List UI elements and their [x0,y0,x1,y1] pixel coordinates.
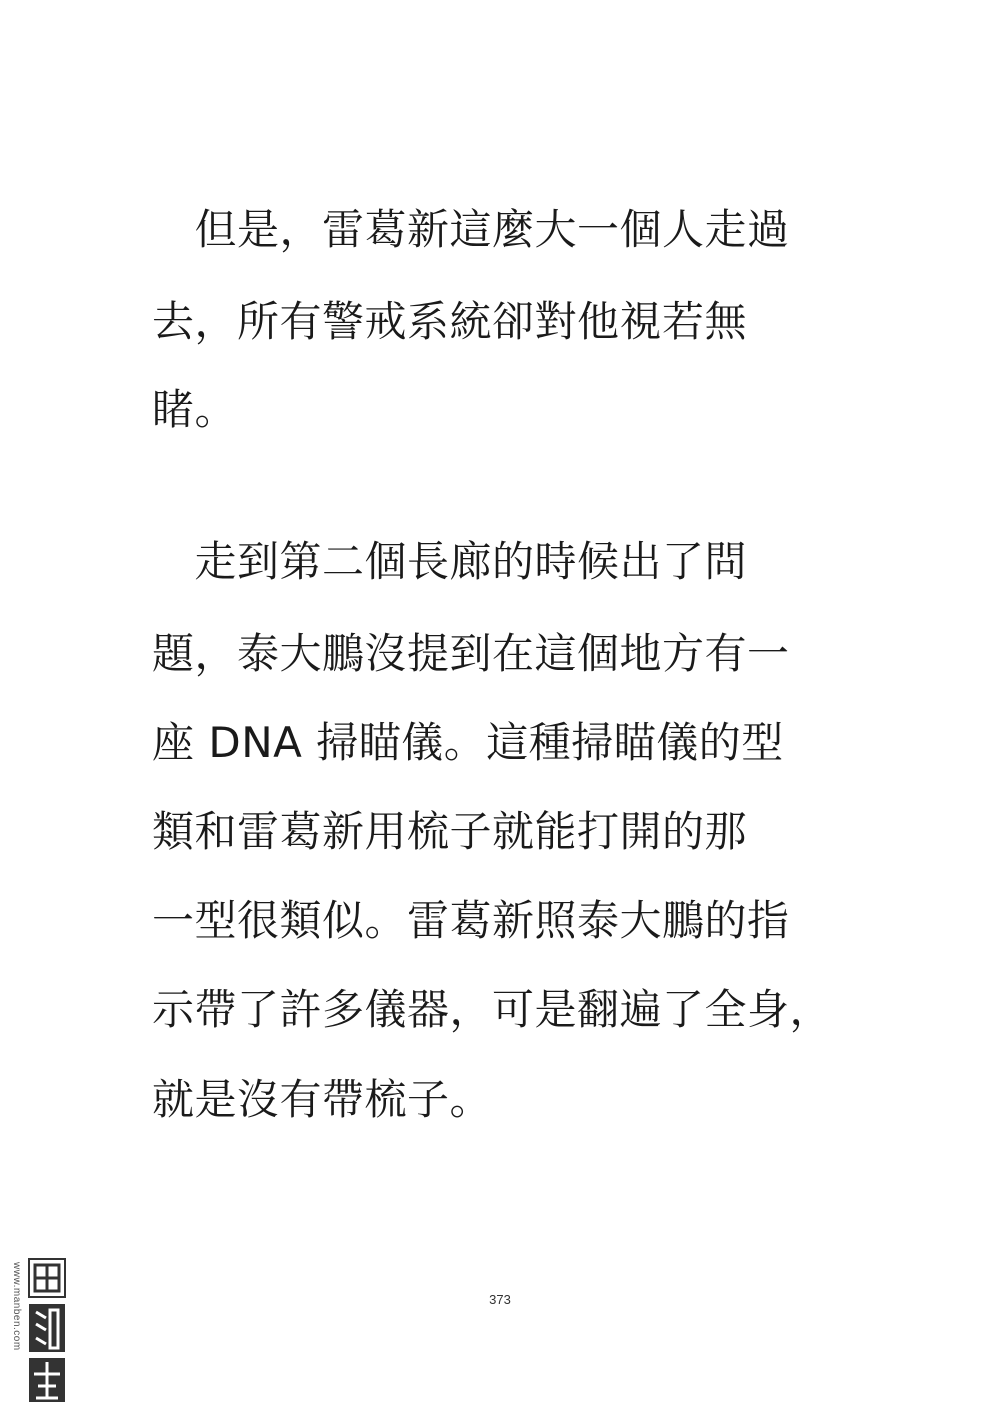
paragraph-2-line-4: 類和雷葛新用梳子就能打開的那 [152,807,748,856]
watermark-url: www.manben.com [11,1262,22,1351]
page-number: 373 [489,1292,511,1307]
paragraph-2-line-1: 走到第二個長廊的時候出了問 [152,537,748,586]
paragraph-2-line-5: 一型很類似。雷葛新照泰大鵬的指 [152,896,790,945]
paragraph-1-line-1: 但是，雷葛新這麼大一個人走過 [152,205,790,254]
paragraph-2-line-3: 座 DNA 掃瞄儀。這種掃瞄儀的型 [152,718,784,767]
paragraph-1-line-3: 睹。 [152,385,238,434]
paragraph-2-line-7: 就是沒有帶梳子。 [152,1075,493,1124]
paragraph-2-line-6: 示帶了許多儀器，可是翻遍了全身， [152,985,833,1034]
paragraph-2-line-2: 題，泰大鵬沒提到在這個地方有一 [152,629,790,678]
watermark-logo-icon [28,1258,66,1404]
paragraph-1-line-2: 去，所有警戒系統卻對他視若無 [152,297,748,346]
